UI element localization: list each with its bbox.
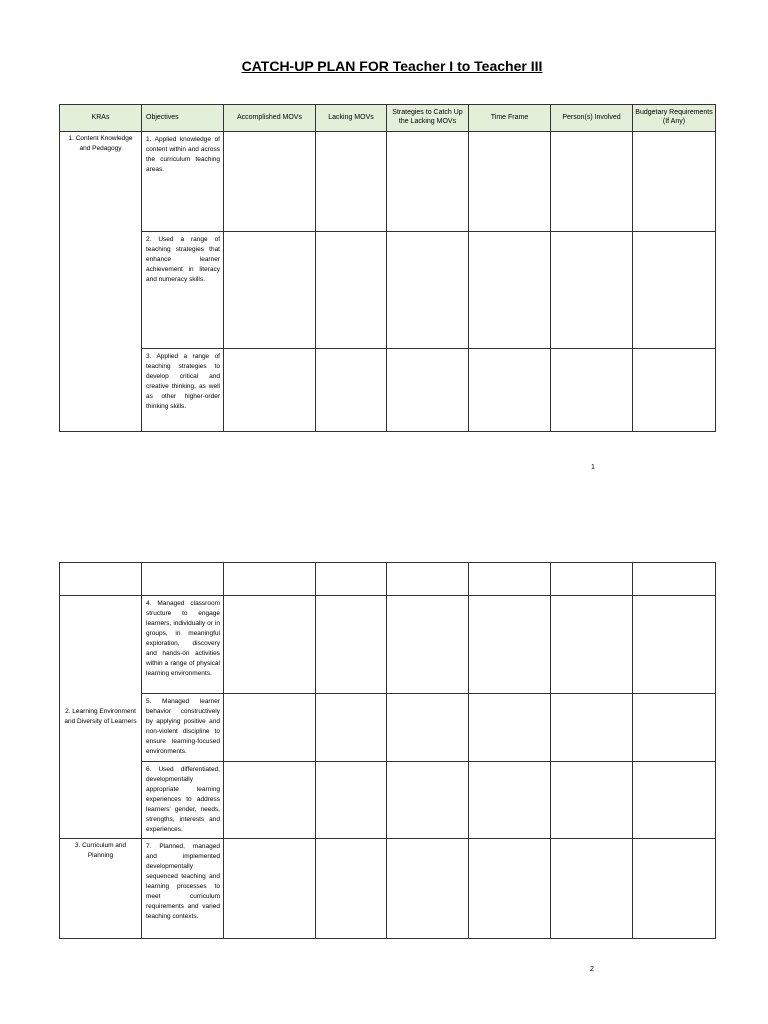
header-time-frame: Time Frame bbox=[469, 105, 551, 132]
strategies-cell[interactable] bbox=[387, 839, 469, 939]
header-lacking-movs: Lacking MOVs bbox=[316, 105, 387, 132]
time-frame-cell[interactable] bbox=[469, 839, 551, 939]
budget-cell[interactable] bbox=[633, 349, 716, 432]
time-frame-cell[interactable] bbox=[469, 232, 551, 349]
strategies-cell[interactable] bbox=[387, 596, 469, 694]
page-title: CATCH-UP PLAN FOR Teacher I to Teacher III bbox=[241, 58, 543, 74]
empty-cell bbox=[316, 563, 387, 596]
table-row bbox=[60, 596, 716, 694]
lacking-movs-cell[interactable] bbox=[316, 694, 387, 762]
empty-cell bbox=[469, 563, 551, 596]
empty-cell bbox=[60, 563, 142, 596]
table-row bbox=[60, 132, 716, 232]
objective-cell: 7. Planned, managed and implemented developmentally sequenced teaching and learning processes to meet curriculum requirements and varied teaching contexts. bbox=[142, 839, 224, 939]
objective-cell: 6. Used differentiated, developmentally appropriate learning experiences to address learners' gender, needs, strengths, interests and experiences. bbox=[142, 762, 224, 839]
kra-cell: 2. Learning Environment and Diversity of Learners bbox=[60, 596, 142, 839]
table-row bbox=[60, 839, 716, 939]
lacking-movs-cell[interactable] bbox=[316, 839, 387, 939]
empty-cell bbox=[633, 563, 716, 596]
accomplished-movs-cell[interactable] bbox=[224, 596, 316, 694]
header-strategies: Strategies to Catch Up the Lacking MOVs bbox=[387, 105, 469, 132]
lacking-movs-cell[interactable] bbox=[316, 596, 387, 694]
strategies-cell[interactable] bbox=[387, 349, 469, 432]
header-objectives: Objectives bbox=[142, 105, 224, 132]
objective-cell: 4. Managed classroom structure to engage learners, individually or in groups, in meaningful exploration, discovery and hands-on activities within a range of physical learning environments. bbox=[142, 596, 224, 694]
strategies-cell[interactable] bbox=[387, 762, 469, 839]
objective-cell: 2. Used a range of teaching strategies that enhance learner achievement in literacy and numeracy skills. bbox=[142, 232, 224, 349]
budget-cell[interactable] bbox=[633, 132, 716, 232]
lacking-movs-cell[interactable] bbox=[316, 232, 387, 349]
budget-cell[interactable] bbox=[633, 762, 716, 839]
kra-cell: 1. Content Knowledge and Pedagogy bbox=[60, 132, 142, 432]
lacking-movs-cell[interactable] bbox=[316, 349, 387, 432]
page-number: 2 bbox=[590, 966, 594, 973]
empty-cell bbox=[142, 563, 224, 596]
persons-involved-cell[interactable] bbox=[551, 349, 633, 432]
objective-cell: 3. Applied a range of teaching strategies to develop critical and creative thinking, as well as other higher-order thinking skills. bbox=[142, 349, 224, 432]
accomplished-movs-cell[interactable] bbox=[224, 839, 316, 939]
empty-cell bbox=[387, 563, 469, 596]
header-persons-involved: Person(s) Involved bbox=[551, 105, 633, 132]
persons-involved-cell[interactable] bbox=[551, 694, 633, 762]
table-row bbox=[60, 694, 716, 762]
kra-cell: 3. Curriculum and Planning bbox=[60, 839, 142, 939]
accomplished-movs-cell[interactable] bbox=[224, 762, 316, 839]
empty-header-row bbox=[60, 563, 716, 596]
strategies-cell[interactable] bbox=[387, 232, 469, 349]
lacking-movs-cell[interactable] bbox=[316, 762, 387, 839]
time-frame-cell[interactable] bbox=[469, 762, 551, 839]
header-kras: KRAs bbox=[60, 105, 142, 132]
accomplished-movs-cell[interactable] bbox=[224, 694, 316, 762]
persons-involved-cell[interactable] bbox=[551, 596, 633, 694]
table-row bbox=[60, 349, 716, 432]
lacking-movs-cell[interactable] bbox=[316, 132, 387, 232]
budget-cell[interactable] bbox=[633, 839, 716, 939]
time-frame-cell[interactable] bbox=[469, 596, 551, 694]
objective-cell: 5. Managed learner behavior constructively by applying positive and non-violent discipline to ensure learning-focused environments. bbox=[142, 694, 224, 762]
catch-up-plan-table-page-1 bbox=[59, 104, 716, 432]
persons-involved-cell[interactable] bbox=[551, 762, 633, 839]
header-accomplished-movs: Accomplished MOVs bbox=[224, 105, 316, 132]
accomplished-movs-cell[interactable] bbox=[224, 132, 316, 232]
strategies-cell[interactable] bbox=[387, 694, 469, 762]
strategies-cell[interactable] bbox=[387, 132, 469, 232]
persons-involved-cell[interactable] bbox=[551, 232, 633, 349]
time-frame-cell[interactable] bbox=[469, 694, 551, 762]
objective-cell: 1. Applied knowledge of content within and across the curriculum teaching areas. bbox=[142, 132, 224, 232]
time-frame-cell[interactable] bbox=[469, 132, 551, 232]
budget-cell[interactable] bbox=[633, 596, 716, 694]
accomplished-movs-cell[interactable] bbox=[224, 232, 316, 349]
persons-involved-cell[interactable] bbox=[551, 132, 633, 232]
table-row bbox=[60, 762, 716, 839]
empty-cell bbox=[224, 563, 316, 596]
header-budgetary-requirements: Budgetary Requirements (If Any) bbox=[633, 105, 716, 132]
persons-involved-cell[interactable] bbox=[551, 839, 633, 939]
budget-cell[interactable] bbox=[633, 694, 716, 762]
page-number: 1 bbox=[591, 464, 595, 471]
accomplished-movs-cell[interactable] bbox=[224, 349, 316, 432]
catch-up-plan-table-page-2 bbox=[59, 562, 716, 939]
table-row bbox=[60, 232, 716, 349]
budget-cell[interactable] bbox=[633, 232, 716, 349]
time-frame-cell[interactable] bbox=[469, 349, 551, 432]
header-row bbox=[60, 105, 716, 132]
empty-cell bbox=[551, 563, 633, 596]
